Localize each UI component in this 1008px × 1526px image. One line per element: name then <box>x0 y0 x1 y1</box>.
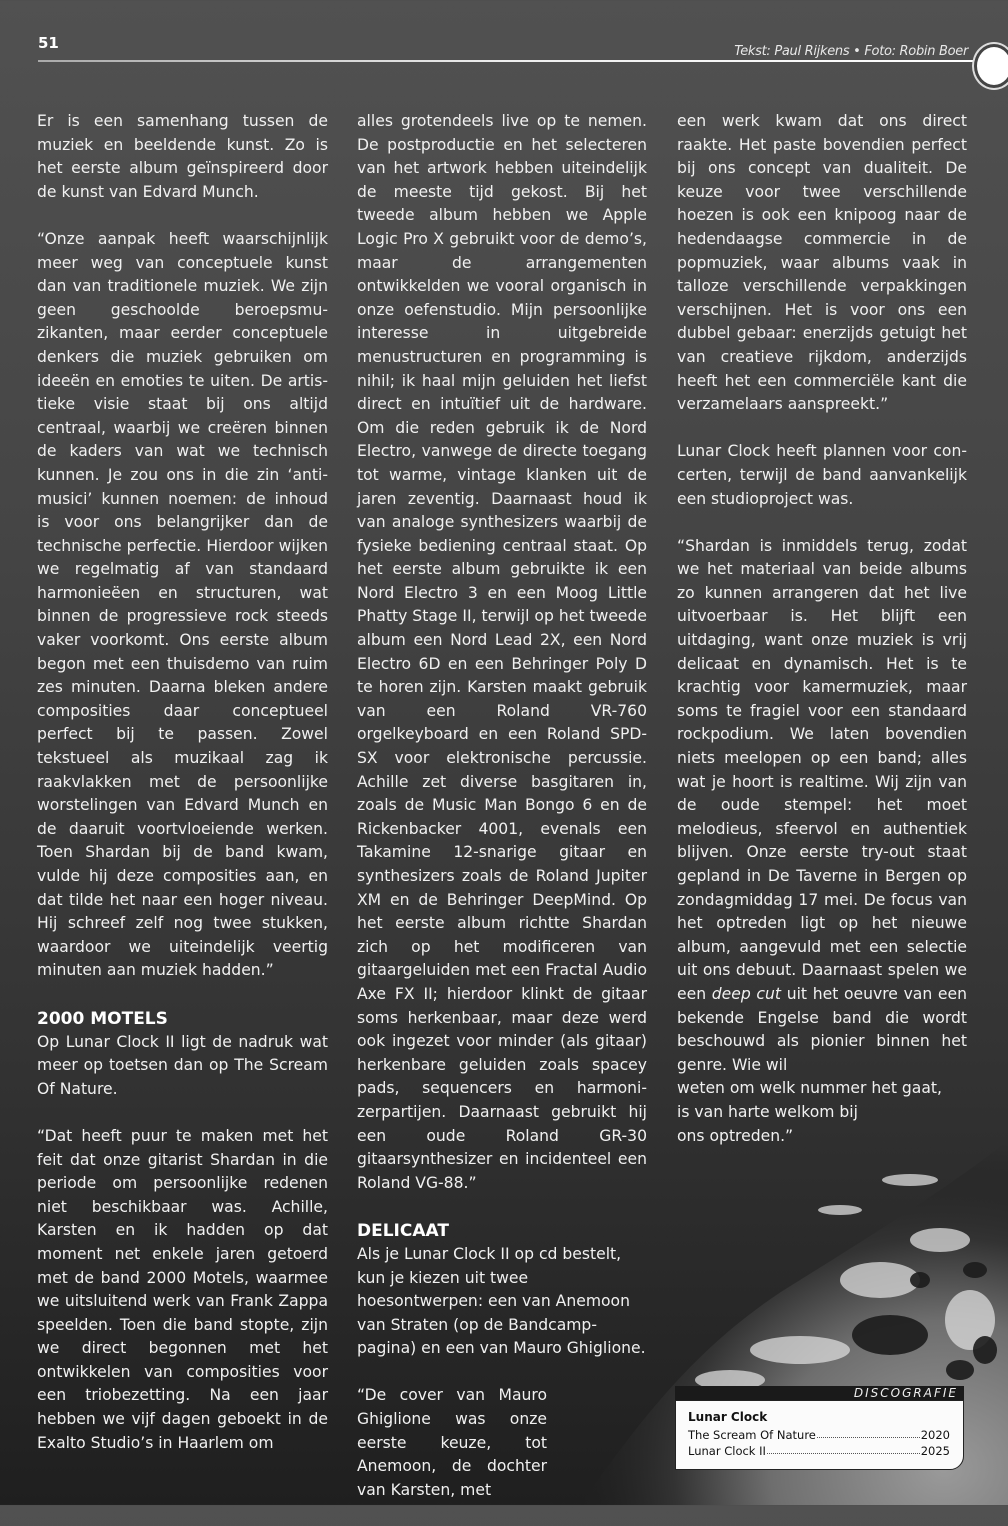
paragraph: Er is een samenhang tussen de muziek en beeldende kunst. Zo is het eerste album geïnspireerd door de kunst van Edvard Munch. <box>37 112 328 201</box>
header-circle-ornament <box>974 44 1008 88</box>
leader-dots <box>767 1444 920 1454</box>
discography-entry <box>688 1428 950 1442</box>
section-heading: DELICAAT <box>357 1220 449 1241</box>
text-line: is van harte welkom bij <box>677 1102 858 1121</box>
paragraph-tail <box>677 1077 967 1148</box>
text-line: ons optreden.” <box>677 1126 794 1145</box>
discography-entry <box>688 1444 950 1458</box>
album-year: 2025 <box>920 1444 950 1458</box>
album-title: Lunar Clock II <box>688 1444 766 1458</box>
paragraph: een werk kwam dat ons direct raakte. Het paste bovendien perfect bij ons concept van dualiteit. De keuze voor twee verschillende hoezen is ook een knipoog naar de hedendaagse commercie in de popmuziek, waar albums vaak in talloze verschillende verpakkingen verschijnen. Het is voor ons een dubbel gebaar: enerzijds getuigt het van creatieve rijkdom, anderzijds heeft het een commerciële kant die verzamelaars aanspreekt.” <box>677 112 967 414</box>
discography-label: DISCOGRAFIE <box>853 1386 958 1400</box>
paragraph: Als je Lunar Clock II op cd bestelt, kun je kiezen uit twee hoesontwerpen: een van Anemoon van Straten (op de Bandcamp-pagina) en een van Mauro Ghiglione. <box>357 1244 646 1358</box>
album-year: 2020 <box>920 1428 950 1442</box>
paragraph: alles grotendeels live op te nemen. De postproductie en het selecteren van het artwork hebben uiteindelijk de meeste tijd gekost. Bij het tweede album hebben we Apple Logic Pro X gebruikt voor de demo’s, maar de arrangementen ontwikkelden we vooral organisch in onze oefenstudio. Mijn persoonlijke interesse in uitgebreide menustructuren en programming is nihil; ik haal mijn geluiden het liefst direct en intuïtief uit de hardware. Om die reden gebruik ik de Nord Electro, vanwege de directe toegang tot warme, vintage klanken uit de jaren zeventig. Daarnaast houd ik van analoge synthesizers waarbij de fysieke bediening centraal staat. Op het eerste album gebruikte ik een Nord Electro 3 en een Moog Little Phatty Stage II, terwijl op het tweede album een Nord Lead 2X, een Nord Electro 6D en een Behringer Poly D te horen zijn. Karsten maakt gebruik van een Roland VR-760 orgelkeyboard en een Roland SPD-SX voor elektronische percussie. Achille zet diverse basgitaren in, zoals de Music Man Bongo 6 en de Rickenbacker 4001, evenals een Takamine 12-snarige gitaar en synthesizers zoals de Roland Jupiter XM en de Behringer DeepMind. Op het eerste album richtte Shardan zich op het modificeren van gitaargeluiden met een Fractal Audio Axe FX II; hierdoor klinkt de gitaar soms herkenbaar, maar deze werd ook ingezet voor minder (als gitaar) herkenbare geluiden zoals spacey pads, sequencers en harmonizerpartijen. Daarnaast gebruikt hij een oude Roland GR-30 gitaarsynthesizer en incidenteel een Roland VG-88.” <box>357 112 647 1192</box>
article-column-1 <box>37 110 328 1479</box>
credits: Tekst: Paul Rijkens • Foto: Robin Boer <box>734 44 968 59</box>
header-rule <box>38 60 973 62</box>
article-column-3 <box>677 110 967 1148</box>
page-number: 51 <box>38 34 59 52</box>
paragraph: “De cover van Mauro Ghiglione was onze eerste keuze, tot Anemoon, de dochter van Karsten, met <box>357 1386 547 1499</box>
album-title: The Scream Of Nature <box>688 1428 816 1442</box>
text-line: weten om welk nummer het gaat, <box>677 1079 942 1098</box>
text-run: uit het oeuvre van een bekende Engelse band die wordt beschouwd als pionier binnen het genre. Wie wil <box>677 984 968 1074</box>
paragraph: Lunar Clock heeft plannen voor concerten, terwijl de band aanvankelijk een studioproject was. <box>677 442 967 508</box>
discography-tab <box>675 1386 964 1401</box>
italic-term: deep cut <box>711 984 782 1003</box>
discography-box <box>675 1400 964 1470</box>
paragraph: “Onze aanpak heeft waarschijnlijk meer weg van conceptuele kunst dan van traditionele muziek. We zijn geen geschoolde beroepsmuzikanten, maar eerder conceptuele denkers die muziek gebruiken om ideeën en emoties te uiten. De artistieke visie staat bij ons altijd centraal, waarbij we creëren binnen de kaders van wat we technisch kunnen. Je zou ons in die zin ‘anti-musici’ kunnen noemen: de inhoud is voor ons belangrijker dan de technische perfectie. Hierdoor wijken we regelmatig af van standaard harmonieëen en structuren, wat binnen de progressieve rock steeds vaker voorkomt. Ons eerste album begon met een thuisdemo van ruim zes minuten. Daarna bleken andere composities daar conceptueel perfect bij te passen. Zowel tekstueel als muzikaal zag ik raakvlakken met de persoonlijke worstelingen van Edvard Munch en de daaruit voortvloeiende werken. Toen Shardan bij de band kwam, vulde hij deze composities aan, en dat tilde het naar een hoger niveau. Hij schreef zelf nog twee stukken, waardoor we uiteindelijk veertig minuten aan muziek hadden.” <box>37 229 328 980</box>
paragraph: “Dat heeft puur te maken met het feit dat onze gitarist Shardan in die periode om persoonlijke redenen niet beschikbaar was. Achille, Karsten en ik hadden op dat moment net enkele jaren getoerd met de band 2000 Motels, waarmee we uitsluitend werk van Frank Zappa speelden. Toen die band stopte, zijn we direct begonnen met het ontwikkelen van composities voor een triobezetting. Na een jaar hebben we vijf dagen geboekt in de Exalto Studio’s in Haarlem om <box>37 1126 328 1452</box>
text-run: “Shardan is inmiddels terug, zodat we het materiaal van beide albums zo kunnen arrangeren dat het live uitvoerbaar is. Het blijft een uitdaging, want onze muziek is vrij delicaat en dynamisch. Het is te krachtig voor kamermuziek, maar soms te fragiel voor een standaard rockpodium. We laten bovendien niets meelopen op een band; alles wat je hoort is realtime. Wij zijn van de oude stempel: het moet melodieus, sfeervol en authentiek blijven. Onze eerste try-out staat gepland in De Taverne in Bergen op zondagmiddag 17 mei. De focus van het optreden ligt op het nieuwe album, aangevuld met een selectie uit ons debuut. Daarnaast spelen we een <box>677 536 967 1003</box>
paragraph <box>677 535 967 1078</box>
paragraph: Op Lunar Clock II ligt de nadruk wat meer op toetsen dan op The Scream Of Nature. <box>37 1032 328 1098</box>
section-heading: 2000 MOTELS <box>37 1008 168 1029</box>
leader-dots <box>817 1428 920 1438</box>
article-column-2 <box>357 110 647 1526</box>
discography-artist: Lunar Clock <box>688 1410 768 1424</box>
